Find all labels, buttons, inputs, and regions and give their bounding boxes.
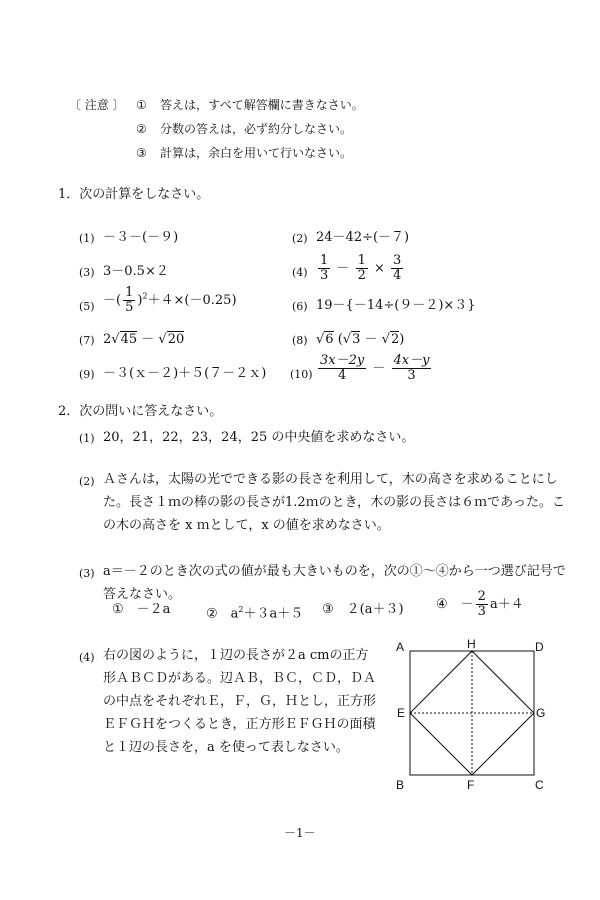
label-c: C xyxy=(535,778,544,792)
q1-num-1: (1) xyxy=(79,232,95,245)
q2-sub-3-text: a＝－２のとき次の式の値が最も大きいものを，次の①～④から一つ選び記号で答えなさい。 xyxy=(103,564,566,602)
frac-3x-2y-over-4: $\frac{3x-2y}{4}$ xyxy=(320,353,365,383)
q1-title: 1．次の計算をしなさい。 xyxy=(58,187,210,202)
q1-num-5: (5) xyxy=(79,300,95,313)
q2-sub-1-text: 20，21，22，23，24，25 の中央値を求めなさい。 xyxy=(103,430,415,445)
q2-choice-1: ① －２a xyxy=(112,602,171,617)
frac-1-5: $\frac{1}{5}$ xyxy=(125,285,134,315)
q1-num-9: (9) xyxy=(79,368,95,381)
q1-problem-6: 19－{－14÷(９－２)×３} xyxy=(316,298,476,313)
q1-problem-2: 24－42÷(－７) xyxy=(316,230,410,245)
frac-3-4: $\frac{3}{4}$ xyxy=(393,253,402,283)
q2-choice-3: ③ ２(a＋３) xyxy=(322,602,404,617)
notice-label: 〔 注意 〕 xyxy=(69,98,125,112)
page-number: －1－ xyxy=(284,826,316,840)
notice-item-2: 分数の答えは，必ず約分しなさい。 xyxy=(160,122,353,136)
square-figure xyxy=(385,635,560,800)
label-e: E xyxy=(397,706,406,720)
q1-num-7: (7) xyxy=(79,334,95,347)
notice-mark-1: ① xyxy=(136,98,147,112)
q1-num-6: (6) xyxy=(292,300,308,313)
q2-sub-4-text: 右の図のように，１辺の長さが２a cmの正方形ＡＢＣＤがある。辺ＡＢ，ＢＣ，ＣＤ，ＤＡの中点をそれぞれＥ，Ｆ，Ｇ，Ｈとし，正方形ＥＦＧＨをつくるとき，正方形ＥＦＧＨの面積と１辺の長さを，a を使って表しなさい。 xyxy=(103,648,377,755)
q1-num-10: (10) xyxy=(290,368,313,381)
q2-sub-2-text: Ａさんは，太陽の光でできる影の長さを利用して，木の高さを求めることにした。長さ１ｍの棒の影の長さが1.2ｍのとき，木の影の長さは６ｍであった。この木の高さを x ｍとして，x の値を求めなさい。 xyxy=(103,472,566,533)
notice-mark-3: ③ xyxy=(136,146,147,160)
frac-4x-y-over-3: $\frac{4x-y}{3}$ xyxy=(393,353,430,383)
q1-problem-1: －３－(－９) xyxy=(103,230,179,245)
frac-1-3: $\frac{1}{3}$ xyxy=(320,253,329,283)
notice-item-1: 答えは，すべて解答欄に書きなさい。 xyxy=(160,98,364,112)
q2-title: 2．次の問いに答えなさい。 xyxy=(58,404,223,419)
q1-problem-5: －( $\frac{1}{5}$ )$^2$＋４×(－0.25) xyxy=(103,285,237,315)
label-b: B xyxy=(396,778,405,792)
q2-num-4: (4) xyxy=(79,651,95,664)
label-a: A xyxy=(396,640,405,654)
notice-mark-2: ② xyxy=(136,122,147,136)
q2-choice-2: ② $a^2+3a+5$ xyxy=(206,605,304,622)
q1-num-4: (4) xyxy=(292,266,308,279)
frac-2-3: $\frac{2}{3}$ xyxy=(477,589,486,619)
q2-choice-4: ④ － $\frac{2}{3}$ a＋４ xyxy=(436,589,524,619)
label-f: F xyxy=(467,778,475,792)
q1-num-8: (8) xyxy=(292,334,308,347)
q2-num-3: (3) xyxy=(79,567,95,580)
label-d: D xyxy=(535,640,544,654)
q1-problem-4: $\frac{1}{3}$ － $\frac{1}{2}$ × $\frac{3}{4}$ xyxy=(320,253,402,283)
q1-problem-10: $\frac{3x-2y}{4}$ － $\frac{4x-y}{3}$ xyxy=(320,353,430,383)
label-g: G xyxy=(536,706,546,720)
q1-problem-8: √6 (√3 － √2) xyxy=(316,332,405,347)
q2-num-2: (2) xyxy=(79,475,95,488)
q2-num-1: (1) xyxy=(79,432,95,445)
notice-item-3: 計算は，余白を用いて行いなさい。 xyxy=(160,146,353,160)
label-h: H xyxy=(467,637,476,651)
frac-1-2: $\frac{1}{2}$ xyxy=(357,253,366,283)
q1-problem-9: －３(ｘ－２)＋５(７－２ｘ) xyxy=(103,366,267,381)
q1-problem-3: 3－0.5×２ xyxy=(103,264,169,279)
q1-num-3: (3) xyxy=(79,266,95,279)
q1-num-2: (2) xyxy=(292,232,308,245)
q1-problem-7: 2√45 － √20 xyxy=(103,332,185,347)
